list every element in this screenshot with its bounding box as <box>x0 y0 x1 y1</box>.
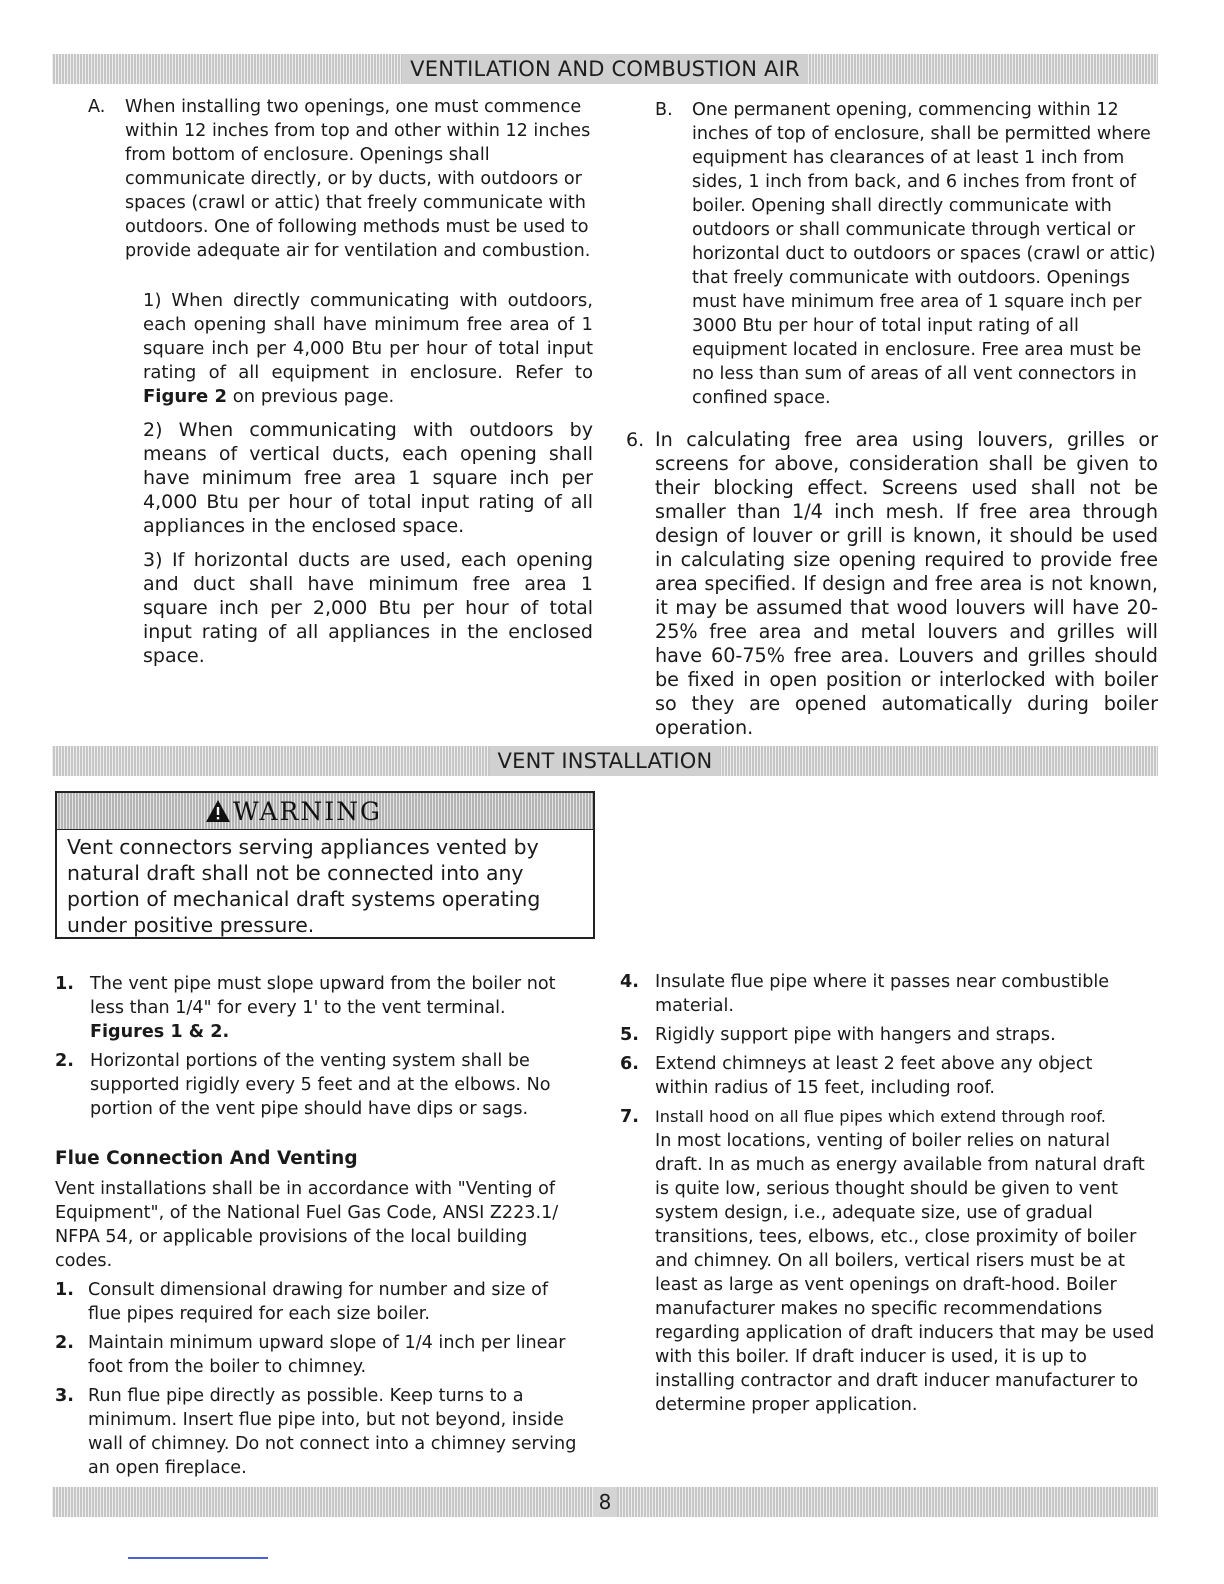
right-item-6: Extend chimneys at least 2 feet above any object within radius of 15 feet, including roof. <box>655 1054 1093 1098</box>
figures-1-2-ref: Figures 1 & 2. <box>90 1022 230 1042</box>
right-item-num: 4. <box>620 972 639 992</box>
right-item-5: Rigidly support pipe with hangers and straps. <box>655 1025 1056 1045</box>
flue-item-3: Run flue pipe directly as possible. Keep turns to a minimum. Insert flue pipe into, but not beyond, inside wall of chimney. Do not connect into a chimney serving an open fireplace. <box>88 1386 577 1478</box>
vent-item-1: The vent pipe must slope upward from the boiler not less than 1/4" for every 1' to the vent terminal. Figures 1 & 2. <box>90 974 556 1042</box>
vent-item-num: 2. <box>55 1051 74 1071</box>
flue-heading: Flue Connection And Venting <box>55 1148 358 1169</box>
warning-header <box>57 793 593 830</box>
warning-triangle-icon <box>205 799 231 823</box>
flue-item-num: 1. <box>55 1280 74 1300</box>
footer-band <box>52 1487 1158 1517</box>
section-title-ventilation: VENTILATION AND COMBUSTION AIR <box>402 54 808 84</box>
flue-item-1: Consult dimensional drawing for number and size of flue pipes required for each size boiler. <box>88 1280 549 1324</box>
right-item-7: Install hood on all flue pipes which extend through roof. In most locations, venting of boiler relies on natural draft. In as much as energy available from natural draft is quite low, serious thought should be given to vent system design, i.e., adequate size, use of gradual transitions, tees, elbows, etc., close proximity of boiler and chimney. On all boilers, vertical risers must be at least as large as vent openings on draft-hood. Boiler manufacturer makes no specific recommendations regarding application of draft inducers that may be used with this boiler. If draft inducer is used, it is up to installing contractor and draft inducer manufacturer to determine proper application. <box>655 1107 1155 1415</box>
page-number: 8 <box>593 1487 618 1517</box>
warning-label: WARNING <box>205 797 382 826</box>
vent-item-num: 1. <box>55 974 74 994</box>
item-label-b: B. <box>655 100 673 120</box>
flue-intro: Vent installations shall be in accordance with "Venting of Equipment", of the National Fuel Gas Code, ANSI Z223.1/ NFPA 54, or applicable provisions of the local building codes. <box>55 1179 559 1271</box>
right-item-4: Insulate flue pipe where it passes near combustible material. <box>655 972 1110 1016</box>
item-label-a: A. <box>88 97 106 117</box>
right-item-num: 7. <box>620 1107 639 1127</box>
item-label-6: 6. <box>626 429 645 451</box>
right-item-num: 5. <box>620 1025 639 1045</box>
sub-item-2: 2) When communicating with outdoors by means of vertical ducts, each opening shall have minimum free area 1 square inch per 4,000 Btu per hour of total input rating of all appliances in the enclosed space. <box>143 419 593 537</box>
flue-item-num: 3. <box>55 1386 74 1406</box>
vent-item-2: Horizontal portions of the venting system shall be supported rigidly every 5 feet and at the elbows. No portion of the vent pipe should have dips or sags. <box>90 1051 551 1119</box>
section-band-vent-installation <box>52 746 1158 776</box>
scan-artifact-line <box>128 1557 268 1559</box>
item-6-text: In calculating free area using louvers, grilles or screens for above, consideration shall be given to their blocking effect. Screens used shall not be smaller than 1/4 inch mesh. If free area through design of louver or grill is known, it should be used in calculating size opening required to provide free area specified. If design and free area is not known, it may be assumed that wood louvers will have 20-25% free area and metal louvers and grilles will have 60-75% free area. Louvers and grilles should be fixed in open position or interlocked with boiler so they are opened automatically during boiler operation. <box>655 428 1158 739</box>
warning-text: Vent connectors serving appliances vented by natural draft shall not be connected into any portion of mechanical draft systems operating under positive pressure. <box>67 835 541 937</box>
section-band-ventilation <box>52 54 1158 84</box>
right-item-num: 6. <box>620 1054 639 1074</box>
flue-item-num: 2. <box>55 1333 74 1353</box>
sub-item-3: 3) If horizontal ducts are used, each opening and duct shall have minimum free area 1 square inch per 2,000 Btu per hour of total input rating of all appliances in the enclosed space. <box>143 549 593 667</box>
figure-2-ref: Figure 2 <box>143 386 228 407</box>
item-a-text: When installing two openings, one must commence within 12 inches from top and other within 12 inches from bottom of enclosure. Openings shall communicate directly, or by ducts, with outdoors or spaces (crawl or attic) that freely communicate with outdoors. One of following methods must be used to provide adequate air for ventilation and combustion. <box>125 97 591 261</box>
item-b-text: One permanent opening, commencing within 12 inches of top of enclosure, shall be permitted where equipment has clearances of at least 1 inch from sides, 1 inch from back, and 6 inches from front of boiler. Opening shall directly communicate with outdoors or shall communicate through vertical or horizontal duct to outdoors or spaces (crawl or attic) that freely communicate with outdoors. Openings must have minimum free area of 1 square inch per 3000 Btu per hour of total input rating of all equipment located in enclosure. Free area must be no less than sum of areas of all vent connectors in confined space. <box>692 100 1156 408</box>
section-title-vent-installation: VENT INSTALLATION <box>490 746 721 776</box>
sub-item-1: 1) When directly communicating with outdoors, each opening shall have minimum free area of 1 square inch per 4,000 Btu per hour of total input rating of all equipment in enclosure. Refer to Figure 2 on previous page. <box>143 290 593 407</box>
warning-box <box>55 791 595 939</box>
flue-item-2: Maintain minimum upward slope of 1/4 inch per linear foot from the boiler to chimney. <box>88 1333 566 1377</box>
